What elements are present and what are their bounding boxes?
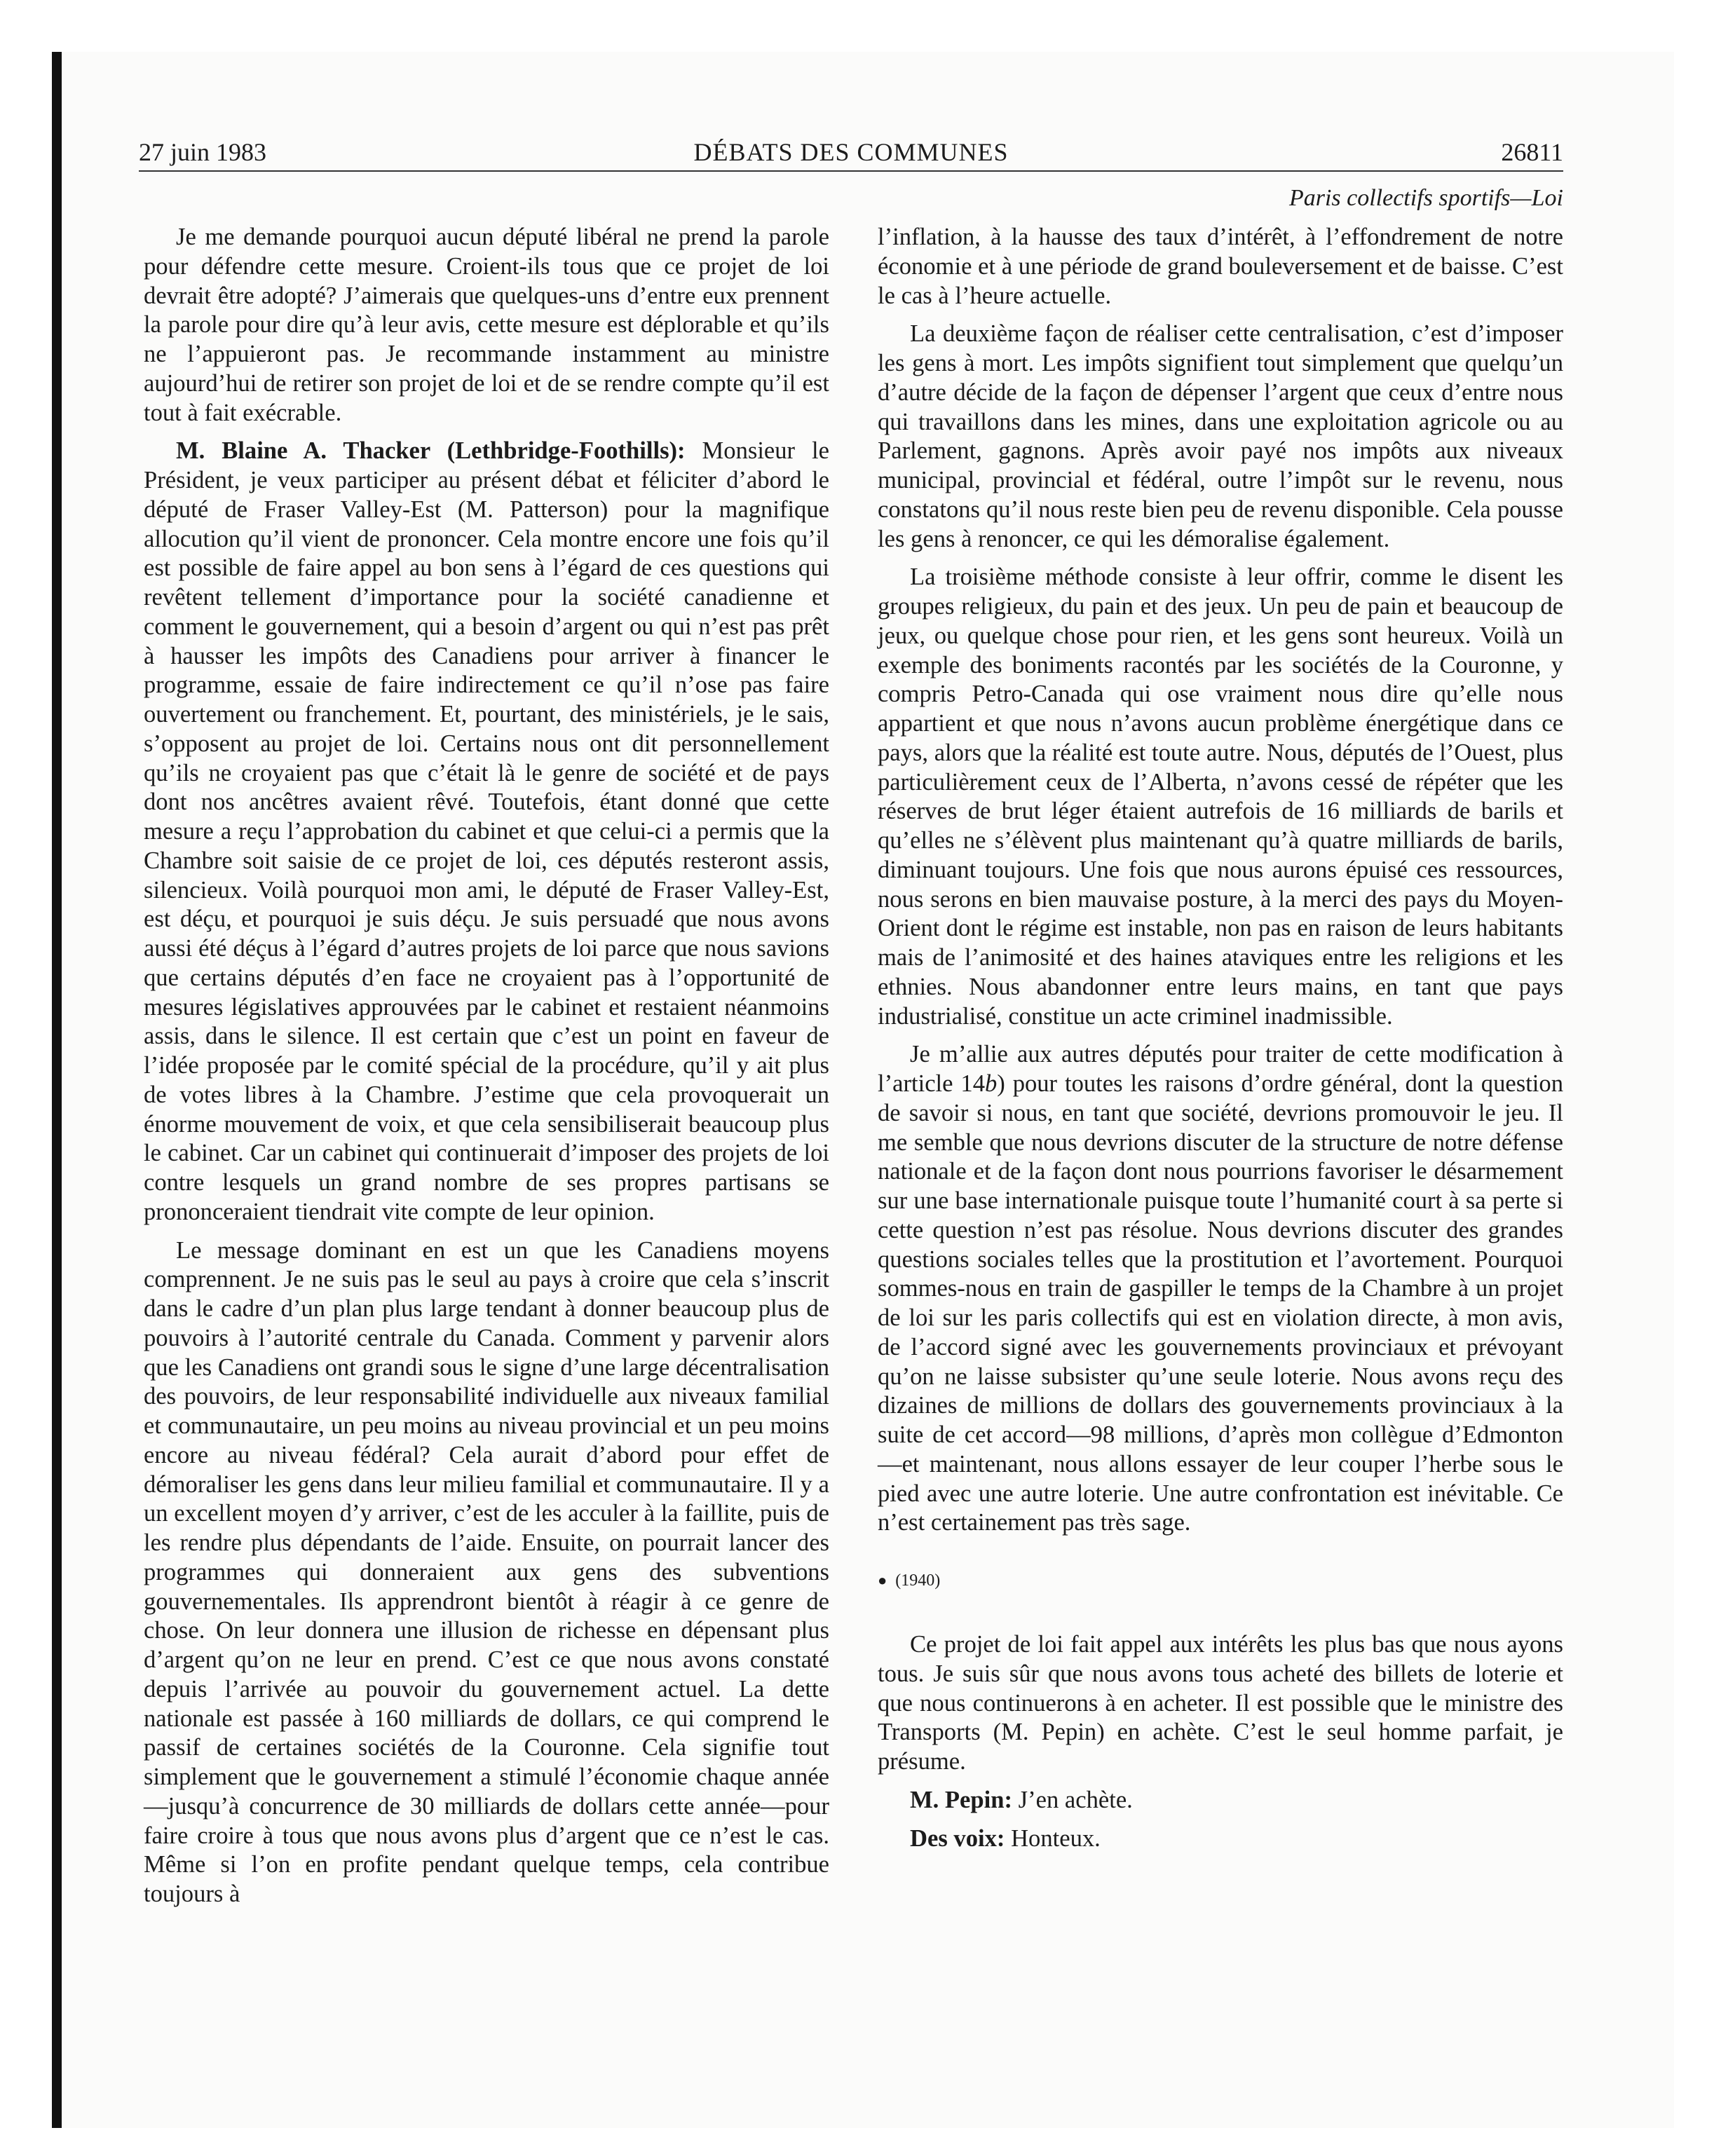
left-column [144, 223, 829, 1909]
header-rule [139, 170, 1563, 172]
speech-text: Honteux. [1005, 1824, 1101, 1852]
paragraph-text: ) pour toutes les raisons d’ordre général, dont la question de savoir si nous, en tant que société, devrions promouvoir le jeu. Il me semble que nous devrions discuter de la structure de notre défense nationale et de la façon dont nous pourrions favoriser le désarmement sur une base internationale puisque toute l’humanité court à sa perte si cette question n’est pas résolue. Nous devrions discuter des grandes questions sociales telles que la prostitution et l’avortement. Pourquoi sommes-nous en train de gaspiller le temps de la Chambre à un projet de loi sur les paris collectifs qui est en violation directe, à mon avis, de l’accord signé avec les gouvernements provinciaux et prévoyant qu’on ne laisse subsister qu’une seule loterie. Nous avons reçu des dizaines de millions de dollars des gouvernements provinciaux à la suite de cet accord—98 millions, d’après mon collègue d’Edmonton—et maintenant, nous allons essayer de leur couper l’herbe sous le pied avec une autre loterie. Une autre confrontation est inévitable. Ce n’est certainement pas très sage. [878, 1070, 1563, 1536]
paragraph-continued: l’inflation, à la hausse des taux d’intérêt, à l’effondrement de notre économie et à une période de grand bouleversement et de baisse. C’est le cas à l’heure actuelle. [878, 224, 1563, 309]
paragraph: La troisième méthode consiste à leur offrir, comme le disent les groupes religieux, du pain et des jeux. Un peu de pain et beaucoup de jeux, ou quelque chose pour rien, et les gens sont heureux. Voilà un exemple des boniments racontés par les sociétés de la Couronne, y compris Petro-Canada qui ose vraiment nous dire qu’elle nous appartient et que nous n’avons aucun problème énergétique dans ce pays, alors que la réalité est toute autre. Nous, députés de l’Ouest, plus particulièrement ceux de l’Alberta, n’avons cessé de répéter que les réserves de brut léger étaient autrefois de 16 milliards de barils et qu’elles ne s’élèvent plus maintenant qu’à quatre milliards de barils, diminuant toujours. Une fois que nous aurons épuisé ces ressources, nous serons en bien mauvaise posture, à la merci des pays du Moyen-Orient dont le régime est instable, non pas en raison de leurs habitants mais de l’animosité et des haines ataviques entre les religions et les ethnies. Nous abandonner entre leurs mains, en tant que pays industrialisé, constitue un acte criminel inadmissible. [878, 564, 1563, 1030]
speech-text: Monsieur le Président, je veux participer au présent débat et féliciter d’abord le député de Fraser Valley-Est (M. Patterson) pour la magnifique allocution qu’il vient de prononcer. Cela montre encore une fois qu’il est possible de faire appel au bon sens à l’égard de ces questions qui revêtent tellement d’importance pour la société canadienne et comment le gouvernement, qui a besoin d’argent ou qui n’est pas prêt à hausser les impôts des Canadiens pour arriver à financer le programme, essaie de faire indirectement ce qu’il n’ose pas faire ouvertement ou franchement. Et, pourtant, des ministériels, je le sais, s’opposent au projet de loi. Certains nous ont dit personnellement qu’ils ne croyaient pas que c’était là le genre de société et de pays dont nos ancêtres avaient rêvé. Toutefois, étant donné que cette mesure a reçu l’approbation du cabinet et que celui-ci a permis que la Chambre soit saisie de ce projet de loi, ces députés resteront assis, silencieux. Voilà pourquoi mon ami, le député de Fraser Valley-Est, est déçu, et pourquoi je suis déçu. Je suis persuadé que nous avons aussi été déçus à l’égard d’autres projets de loi parce que nous savions que certains députés d’en face ne croyaient pas à l’opportunité de mesures législatives approuvées par le cabinet et restaient néanmoins assis, dans le silence. Il est certain que c’est un point en faveur de l’idée proposée par le comité spécial de la procédure, qu’il y ait plus de votes libres à la Chambre. J’estime que cela provoquerait un énorme mouvement de voix, et que cela sensibiliserait beaucoup plus le cabinet. Car un cabinet qui continuerait d’imposer des projets de loi contre lesquels un grand nombre de ses propres partisans se prononceraient tiendrait vite compte de leur opinion. [144, 437, 829, 1225]
header-date: 27 juin 1983 [139, 138, 267, 166]
speech-text: J’en achète. [1012, 1786, 1133, 1813]
page-number: 26811 [1501, 138, 1563, 166]
speaker-name: M. Blaine A. Thacker (Lethbridge-Foothills): [176, 437, 686, 465]
paragraph [878, 1040, 1563, 1538]
article-letter: b [984, 1070, 998, 1097]
speech-paragraph [144, 437, 829, 1227]
speaker-name: M. Pepin: [910, 1786, 1012, 1813]
header-title: DÉBATS DES COMMUNES [693, 138, 1009, 166]
running-header [139, 137, 1563, 170]
time-marker [878, 1570, 1563, 1591]
paragraph: Ce projet de loi fait appel aux intérêts les plus bas que nous ayons tous. Je suis sûr que nous avons tous acheté des billets de loterie et que nous continuerons à en acheter. Il est possible que le ministre des Transports (M. Pepin) en achète. C’est le seul homme parfait, je présume. [878, 1631, 1563, 1775]
subject-heading: Paris collectifs sportifs—Loi [1288, 185, 1563, 211]
speech-paragraph [878, 1786, 1563, 1815]
paragraph: Je me demande pourquoi aucun député libéral ne prend la parole pour défendre cette mesure. Croient-ils tous que ce projet de loi devrait être adopté? J’aimerais que quelques-uns d’entre eux prennent la parole pour dire qu’à leur avis, cette mesure est déplorable et qu’ils ne l’appuieront pas. Je recommande instamment au ministre aujourd’hui de retirer son projet de loi et de se rendre compte qu’il est tout à fait exécrable. [144, 224, 829, 426]
time-marker-text: (1940) [895, 1571, 941, 1590]
paragraph: La deuxième façon de réaliser cette centralisation, c’est d’imposer les gens à mort. Les impôts signifient tout simplement que quelqu’un d’autre décide de la façon de dépenser l’argent que ceux d’entre nous qui travaillons dans les mines, dans une exploitation agricole ou au Parlement, gagnons. Après avoir payé nos impôts aux niveaux municipal, provincial et fédéral, outre l’impôt sur le revenu, nous constatons qu’il nous reste bien peu de revenu disponible. Cela pousse les gens à renoncer, ce qui les démoralise également. [878, 320, 1563, 552]
speech-paragraph [878, 1824, 1563, 1854]
paragraph-text: Je m’allie aux autres députés pour traiter de cette modification à l’article 14 [878, 1041, 1563, 1097]
bullet-icon: ● [878, 1571, 887, 1589]
right-column [878, 223, 1563, 1853]
speaker-name: Des voix: [910, 1824, 1005, 1852]
scan-edge [52, 52, 62, 2128]
paragraph: Le message dominant en est un que les Canadiens moyens comprennent. Je ne suis pas le seul au pays à croire que cela s’inscrit dans le cadre d’un plan plus large tendant à donner beaucoup plus de pouvoirs à l’autorité centrale du Canada. Comment y parvenir alors que les Canadiens ont grandi sous le signe d’une large décentralisation des pouvoirs, de leur responsabilité individuelle aux niveaux familial et communautaire, un peu moins au niveau provincial et un peu moins encore au niveau fédéral? Cela aurait d’abord pour effet de démoraliser les gens dans leur milieu familial et communautaire. Il y a un excellent moyen d’y arriver, c’est de les acculer à la faillite, puis de les rendre plus dépendants de l’aide. Ensuite, on pourrait lancer des programmes qui donneraient aux gens des subventions gouvernementales. Ils apprendront bientôt à réagir à ce genre de chose. On leur donnera une illusion de richesse en dépensant plus d’argent qu’on ne leur en prend. C’est ce que nous avons constaté depuis l’arrivée au pouvoir du gouvernement actuel. La dette nationale est passée à 160 milliards de dollars, ce qui comprend le passif de certaines sociétés de la Couronne. Cela signifie tout simplement que le gouvernement a stimulé l’économie chaque année—jusqu’à concurrence de 30 milliards de dollars cette année—pour faire croire à tous que nous avons plus d’argent que ce n’est le cas. Même si l’on en profite pendant quelque temps, cela contribue toujours à [144, 1236, 829, 1907]
